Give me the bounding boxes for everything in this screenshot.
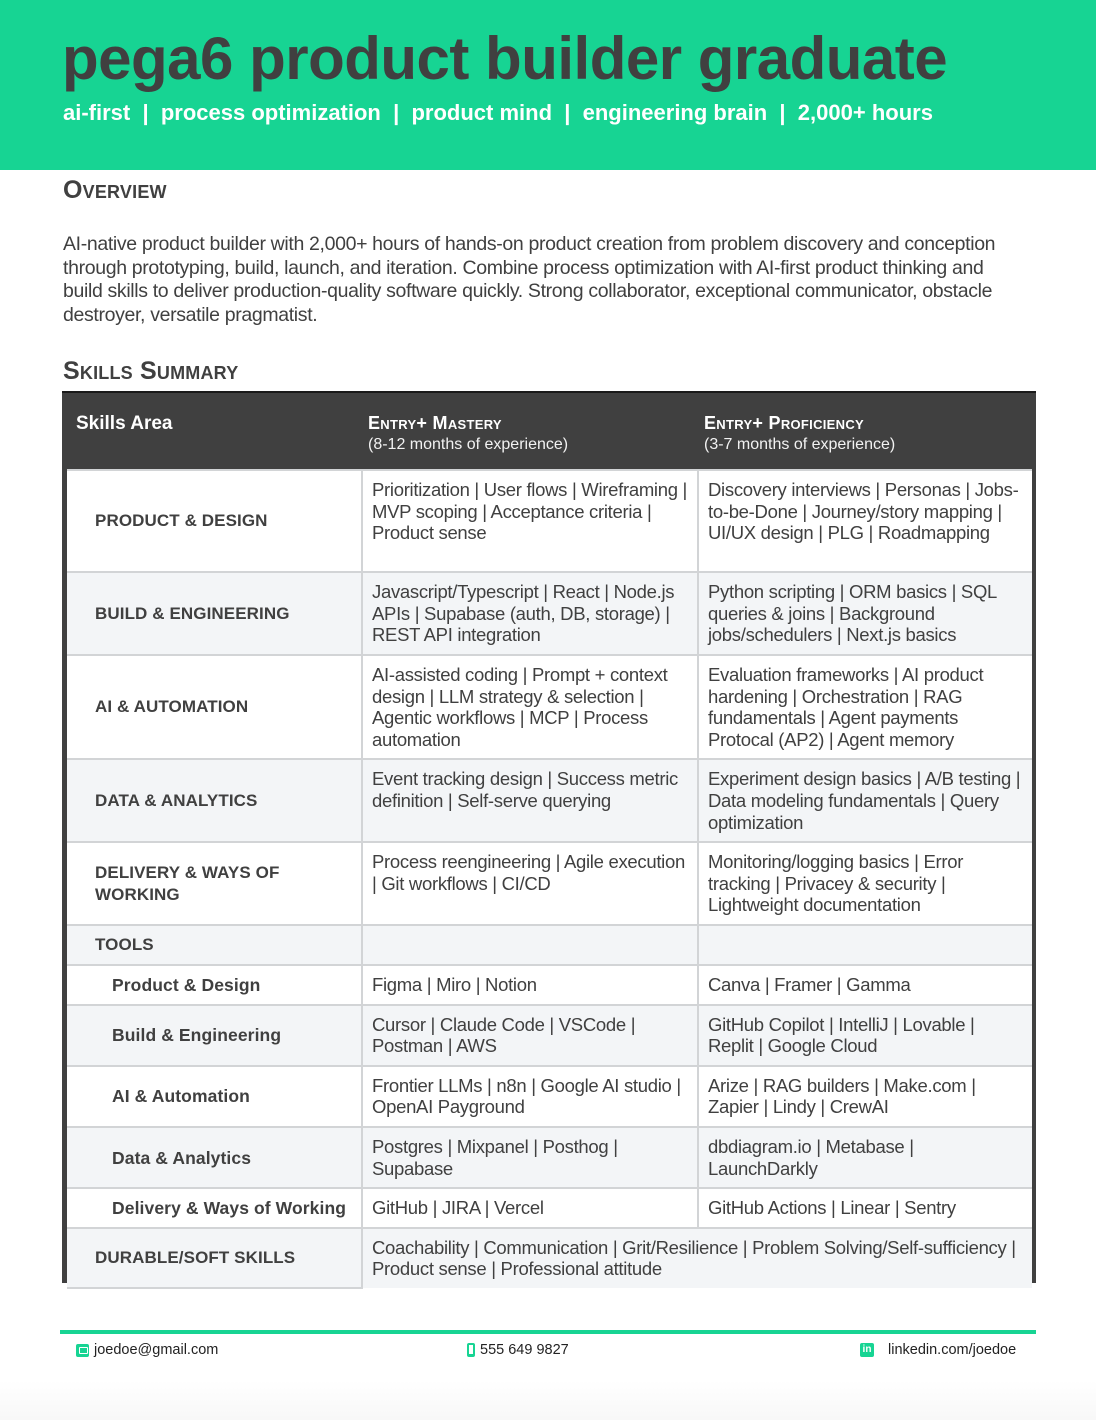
- table-row: [67, 759, 1032, 842]
- proficiency-tools-cell: Canva | Framer | Gamma: [698, 965, 1032, 1005]
- mastery-tools-cell: Frontier LLMs | n8n | Google AI studio | OpenAI Payground: [362, 1066, 698, 1127]
- linkedin-text[interactable]: linkedin.com/joedoe: [888, 1342, 1017, 1358]
- durable-skills-label-cell: DURABLE/SOFT SKILLS: [67, 1228, 362, 1288]
- tools-label-cell: TOOLS: [67, 925, 362, 965]
- mastery-cell: Event tracking design | Success metric definition | Self-serve querying: [362, 759, 698, 842]
- table-row: [67, 1188, 1032, 1228]
- mastery-cell: Javascript/Typescript | React | Node.js APIs | Supabase (auth, DB, storage) | REST API integration: [362, 572, 698, 655]
- mail-icon: [76, 1344, 89, 1357]
- phone-icon: [467, 1343, 475, 1357]
- durable-skills-value-cell: Coachability | Communication | Grit/Resilience | Problem Solving/Self-sufficiency | Product sense | Professional attitude: [362, 1228, 1032, 1288]
- mastery-cell: AI-assisted coding | Prompt + context design | LLM strategy & selection | Agentic workflows | MCP | Process automation: [362, 655, 698, 759]
- skill-area-cell: AI & AUTOMATION: [67, 655, 362, 759]
- table-row: [67, 1127, 1032, 1188]
- durable-skills-row: [67, 1228, 1032, 1288]
- footer-divider: [60, 1330, 1036, 1334]
- page-tagline: ai-first | process optimization | product mind | engineering brain | 2,000+ hours: [63, 100, 933, 125]
- tools-header-row: [67, 925, 1032, 965]
- footer-phone[interactable]: [467, 1341, 569, 1359]
- table-row: [67, 470, 1032, 572]
- email-text[interactable]: joedoe@gmail.com: [94, 1342, 219, 1358]
- table-row: [67, 842, 1032, 925]
- mastery-tools-cell: Cursor | Claude Code | VSCode | Postman | AWS: [362, 1005, 698, 1066]
- mastery-cell: Prioritization | User flows | Wireframing | MVP scoping | Acceptance criteria | Product sense: [362, 470, 698, 572]
- proficiency-cell: Evaluation frameworks | AI product hardening | Orchestration | RAG fundamentals | Agent payments Protocal (AP2) | Agent memory: [698, 655, 1032, 759]
- proficiency-cell: Python scripting | ORM basics | SQL queries & joins | Background jobs/schedulers | Next.js basics: [698, 572, 1032, 655]
- tool-area-cell: Delivery & Ways of Working: [67, 1188, 362, 1228]
- mastery-tools-cell: GitHub | JIRA | Vercel: [362, 1188, 698, 1228]
- skill-area-cell: PRODUCT & DESIGN: [67, 470, 362, 572]
- mastery-tools-cell: Figma | Miro | Notion: [362, 965, 698, 1005]
- proficiency-cell: Experiment design basics | A/B testing | Data modeling fundamentals | Query optimization: [698, 759, 1032, 842]
- column-header-label: Entry+ Proficiency: [704, 413, 865, 433]
- proficiency-tools-cell: GitHub Actions | Linear | Sentry: [698, 1188, 1032, 1228]
- overview-heading: Overview: [63, 176, 167, 204]
- proficiency-cell: Discovery interviews | Personas | Jobs-to-be-Done | Journey/story mapping | UI/UX design | PLG | Roadmapping: [698, 470, 1032, 572]
- empty-cell: [698, 925, 1032, 965]
- table-header-row: [67, 393, 1032, 470]
- table-row: [67, 1005, 1032, 1066]
- table-row: [67, 655, 1032, 759]
- skills-table-container: [62, 391, 1036, 1283]
- proficiency-tools-cell: Arize | RAG builders | Make.com | Zapier | Lindy | CrewAI: [698, 1066, 1032, 1127]
- column-header-skills-area: [67, 393, 362, 470]
- skill-area-cell: DATA & ANALYTICS: [67, 759, 362, 842]
- mastery-tools-cell: Postgres | Mixpanel | Posthog | Supabase: [362, 1127, 698, 1188]
- skills-table: [67, 393, 1032, 1289]
- table-row: [67, 1066, 1032, 1127]
- skills-summary-heading: Skills Summary: [63, 357, 239, 385]
- table-row: [67, 572, 1032, 655]
- tool-area-cell: Build & Engineering: [67, 1005, 362, 1066]
- overview-text: AI-native product builder with 2,000+ hours of hands-on product creation from problem discovery and conception through prototyping, build, launch, and iteration. Combine process optimization with AI-first product thinking and build skills to deliver production-quality software quickly. Strong collaborator, exceptional communicator, obstacle destroyer, versatile pragmatist.: [63, 233, 996, 326]
- mastery-cell: Process reengineering | Agile execution | Git workflows | CI/CD: [362, 842, 698, 925]
- page-title: pega6 product builder graduate: [62, 25, 948, 92]
- table-row: [67, 965, 1032, 1005]
- skill-area-cell: DELIVERY & WAYS OF WORKING: [67, 842, 362, 925]
- tool-area-cell: Product & Design: [67, 965, 362, 1005]
- column-header-label: Skills Area: [76, 413, 173, 434]
- column-header-label: Entry+ Mastery: [368, 413, 502, 433]
- tool-area-cell: AI & Automation: [67, 1066, 362, 1127]
- empty-cell: [362, 925, 698, 965]
- column-header-subtitle: (8-12 months of experience): [368, 436, 569, 453]
- column-header-proficiency: [698, 393, 1032, 470]
- phone-text[interactable]: 555 649 9827: [480, 1342, 569, 1358]
- tool-area-cell: Data & Analytics: [67, 1127, 362, 1188]
- column-header-subtitle: (3-7 months of experience): [704, 436, 896, 453]
- header-banner: [0, 0, 1096, 170]
- footer-linkedin[interactable]: [860, 1341, 1016, 1359]
- proficiency-tools-cell: dbdiagram.io | Metabase | LaunchDarkly: [698, 1127, 1032, 1188]
- proficiency-tools-cell: GitHub Copilot | IntelliJ | Lovable | Replit | Google Cloud: [698, 1005, 1032, 1066]
- proficiency-cell: Monitoring/logging basics | Error tracking | Privacey & security | Lightweight documentation: [698, 842, 1032, 925]
- footer-email[interactable]: [76, 1341, 218, 1359]
- skill-area-cell: BUILD & ENGINEERING: [67, 572, 362, 655]
- linkedin-icon: in: [860, 1343, 874, 1357]
- column-header-mastery: [362, 393, 698, 470]
